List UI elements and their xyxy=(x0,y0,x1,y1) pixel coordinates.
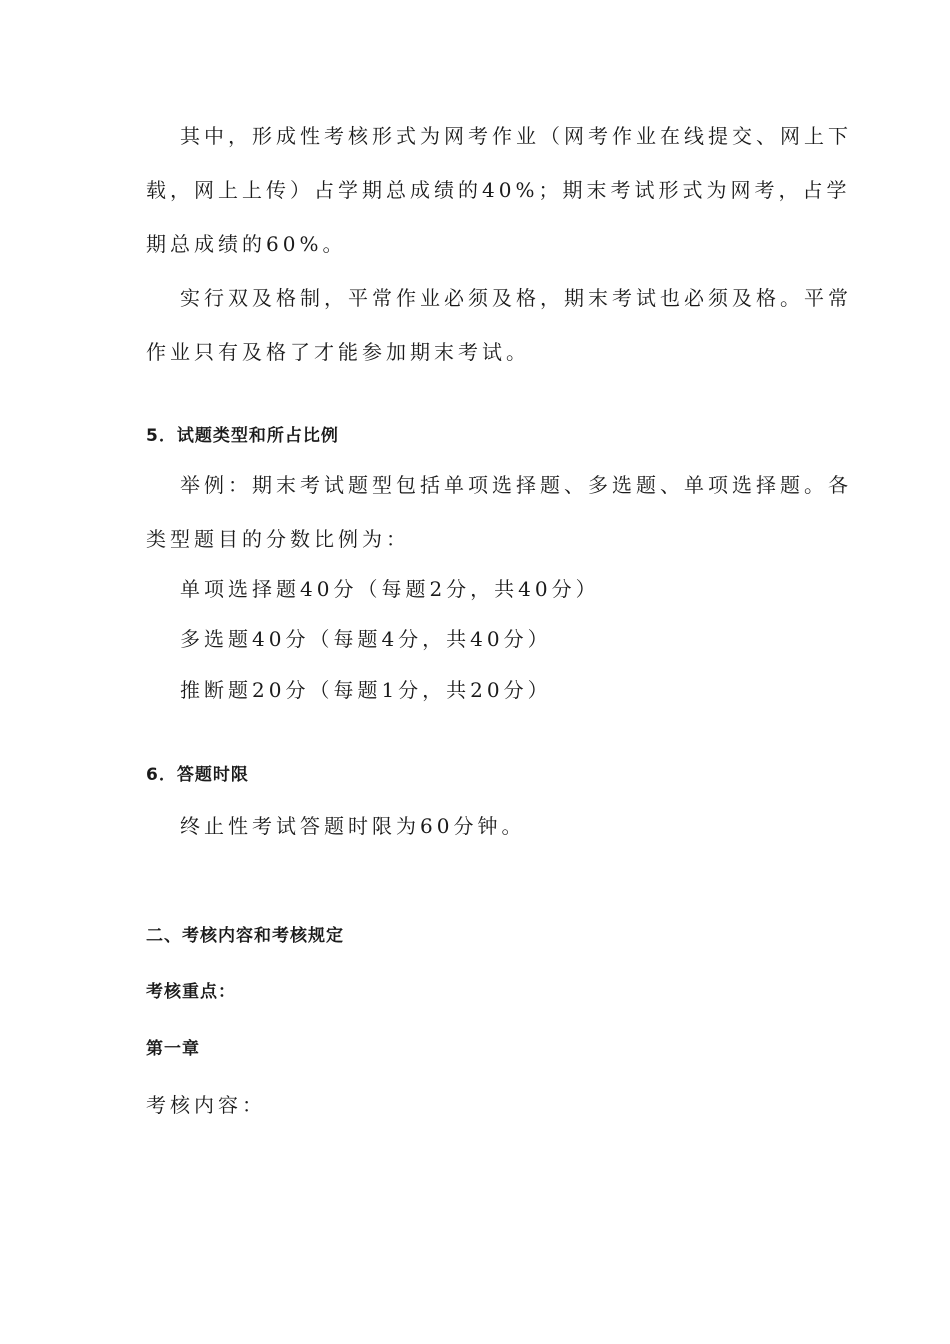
paragraph-2-line-2: 作业只有及格了才能参加期末考试。 xyxy=(146,340,530,364)
section-5-intro-line-2: 类型题目的分数比例为： xyxy=(146,527,410,551)
content-label: 考核内容： xyxy=(146,1093,266,1117)
question-type-item: 多选题40分（每题4分，共40分） xyxy=(180,627,552,651)
paragraph-1-line-3: 期总成绩的60%。 xyxy=(146,232,347,256)
question-type-item: 单项选择题40分（每题2分，共40分） xyxy=(180,577,600,601)
section-5-intro-line-1: 举例：期末考试题型包括单项选择题、多选题、单项选择题。各 xyxy=(180,473,852,497)
paragraph-2-line-1: 实行双及格制，平常作业必须及格，期末考试也必须及格。平常 xyxy=(180,286,852,310)
paragraph-1-line-1: 其中，形成性考核形式为网考作业（网考作业在线提交、网上下 xyxy=(180,124,852,148)
section-5-heading: 5．试题类型和所占比例 xyxy=(146,426,339,446)
section-6-heading: 6．答题时限 xyxy=(146,765,249,785)
chapter-heading: 第一章 xyxy=(146,1039,200,1059)
section-6-text: 终止性考试答题时限为60分钟。 xyxy=(180,814,526,838)
section-two-heading: 二、考核内容和考核规定 xyxy=(146,926,344,946)
paragraph-1-line-2: 载，网上上传）占学期总成绩的40%；期末考试形式为网考，占学 xyxy=(146,178,851,202)
question-type-item: 推断题20分（每题1分，共20分） xyxy=(180,678,552,702)
key-points-heading: 考核重点： xyxy=(146,982,236,1002)
